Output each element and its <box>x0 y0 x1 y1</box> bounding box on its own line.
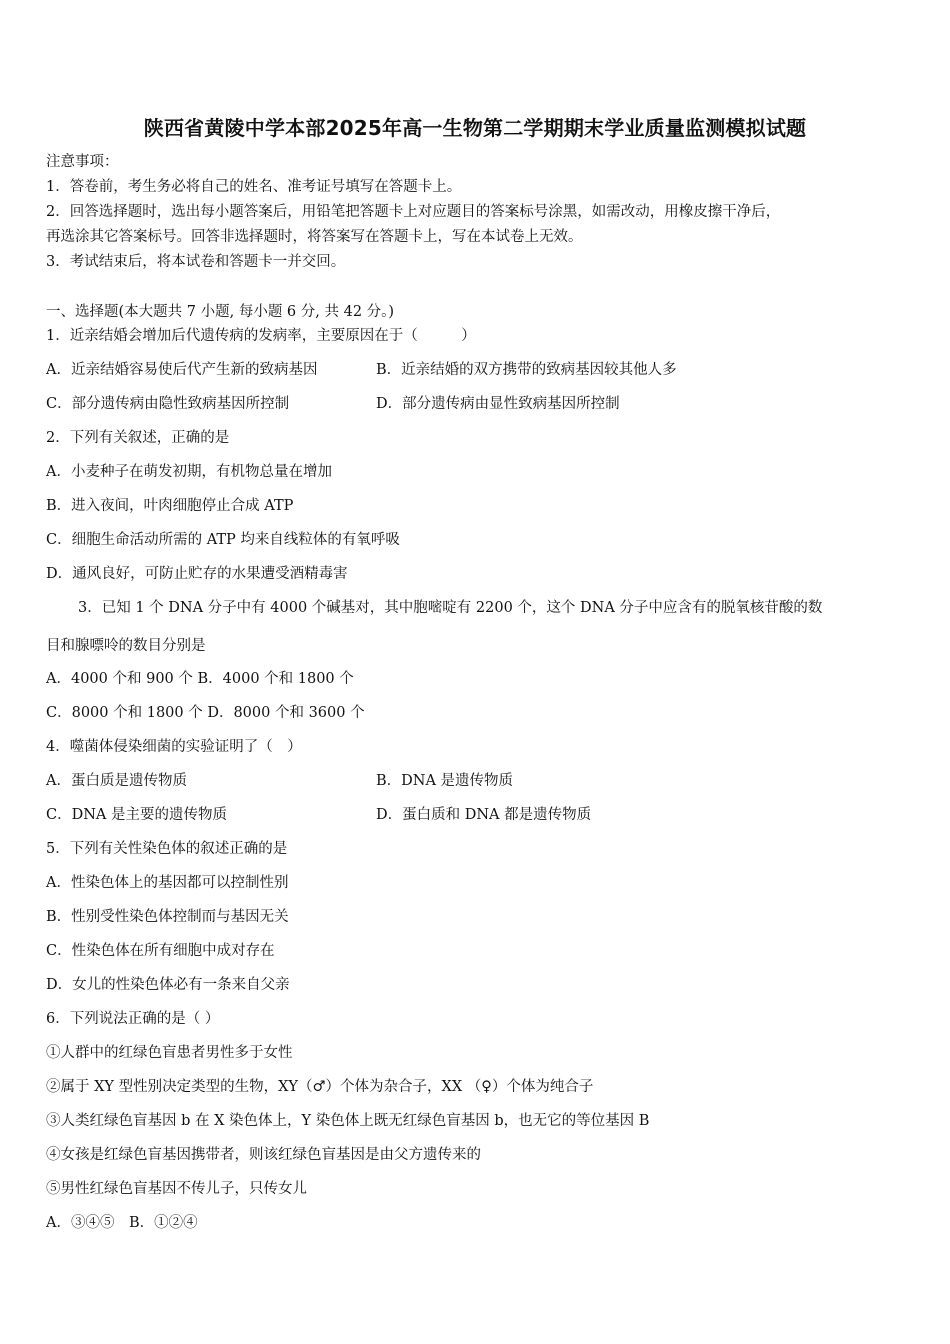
notice-item-1: 1．答卷前，考生务必将自己的姓名、准考证号填写在答题卡上。 <box>46 179 462 195</box>
q5-option-c: C．性染色体在所有细胞中成对存在 <box>46 943 275 959</box>
q6-statement-3: ③人类红绿色盲基因 b 在 X 染色体上，Y 染色体上既无红绿色盲基因 b，也无它的等位基因 B <box>46 1113 650 1129</box>
q1-option-d: D．部分遗传病由显性致病基因所控制 <box>376 396 620 412</box>
q1-option-c: C．部分遗传病由隐性致病基因所控制 <box>46 396 290 412</box>
q2-option-b: B．进入夜间，叶肉细胞停止合成 ATP <box>46 498 294 514</box>
notice-item-2: 2．回答选择题时，选出每小题答案后，用铅笔把答题卡上对应题目的答案标号涂黑，如需改动，用橡皮擦干净后， <box>46 204 781 220</box>
q1-stem: 1．近亲结婚会增加后代遗传病的发病率，主要原因在于（ ） <box>46 328 476 344</box>
q6-statement-5: ⑤男性红绿色盲基因不传儿子，只传女儿 <box>46 1181 307 1197</box>
q2-option-c: C．细胞生命活动所需的 ATP 均来自线粒体的有氧呼吸 <box>46 532 400 548</box>
q6-stem: 6．下列说法正确的是（ ） <box>46 1011 220 1027</box>
q3-stem-cont: 目和腺嘌呤的数目分别是 <box>46 638 206 654</box>
notice-item-3: 3．考试结束后，将本试卷和答题卡一并交回。 <box>46 254 346 270</box>
q6-statement-4: ④女孩是红绿色盲基因携带者，则该红绿色盲基因是由父方遗传来的 <box>46 1147 481 1163</box>
section-heading: 一、选择题(本大题共 7 小题, 每小题 6 分, 共 42 分。) <box>46 304 395 320</box>
q3-options-cd: C．8000 个和 1800 个 D．8000 个和 3600 个 <box>46 705 365 721</box>
q5-stem: 5．下列有关性染色体的叙述正确的是 <box>46 841 288 857</box>
q3-stem: 3．已知 1 个 DNA 分子中有 4000 个碱基对，其中胞嘧啶有 2200 个，这个 DNA 分子中应含有的脱氧核苷酸的数 <box>78 600 823 616</box>
q2-option-d: D．通风良好，可防止贮存的水果遭受酒精毒害 <box>46 566 348 582</box>
notice-heading: 注意事项： <box>46 154 119 170</box>
q5-option-b: B．性别受性染色体控制而与基因无关 <box>46 909 289 925</box>
q1-option-a: A．近亲结婚容易使后代产生新的致病基因 <box>46 362 318 378</box>
q2-stem: 2．下列有关叙述，正确的是 <box>46 430 230 446</box>
q4-option-a: A．蛋白质是遗传物质 <box>46 773 187 789</box>
q3-options-ab: A．4000 个和 900 个 B．4000 个和 1800 个 <box>46 671 354 687</box>
page-title: 陕西省黄陵中学本部2025年高一生物第二学期期末学业质量监测模拟试题 <box>143 116 807 140</box>
q4-option-b: B．DNA 是遗传物质 <box>376 773 514 789</box>
q2-option-a: A．小麦种子在萌发初期，有机物总量在增加 <box>46 464 332 480</box>
notice-item-2-cont: 再选涂其它答案标号。回答非选择题时，将答案写在答题卡上，写在本试卷上无效。 <box>46 229 583 245</box>
q4-stem: 4．噬菌体侵染细菌的实验证明了（ ） <box>46 739 302 755</box>
q5-option-a: A．性染色体上的基因都可以控制性别 <box>46 875 289 891</box>
q6-statement-2: ②属于 XY 型性别决定类型的生物，XY（♂）个体为杂合子，XX （♀）个体为纯合子 <box>46 1079 594 1095</box>
q5-option-d: D．女儿的性染色体必有一条来自父亲 <box>46 977 290 993</box>
q4-option-d: D．蛋白质和 DNA 都是遗传物质 <box>376 807 592 823</box>
q6-statement-1: ①人群中的红绿色盲患者男性多于女性 <box>46 1045 293 1061</box>
q1-option-b: B．近亲结婚的双方携带的致病基因较其他人多 <box>376 362 677 378</box>
q6-options-ab: A．③④⑤ B．①②④ <box>46 1215 198 1231</box>
q4-option-c: C．DNA 是主要的遗传物质 <box>46 807 227 823</box>
